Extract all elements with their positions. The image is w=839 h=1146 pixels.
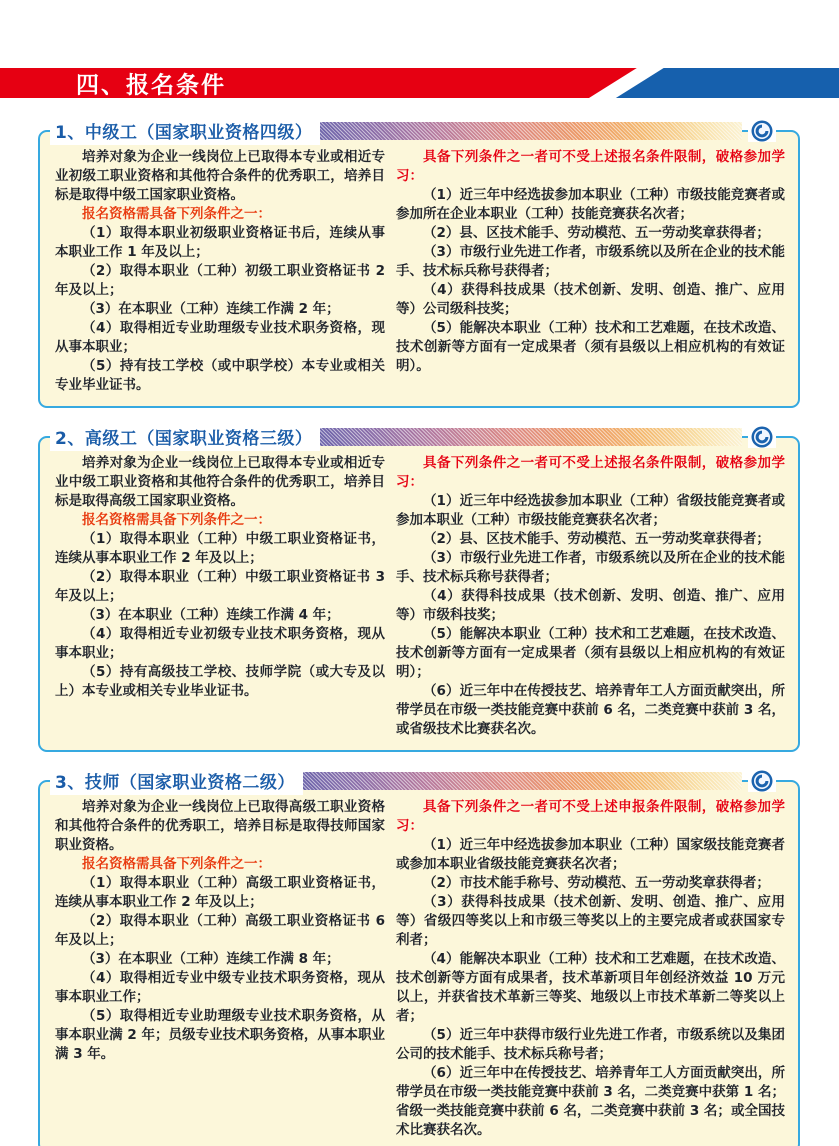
condition-item: （3）在本职业（工种）连续工作满 2 年； <box>82 301 340 317</box>
requirement-heading: 报名资格需具备下列条件之一： <box>82 856 271 872</box>
condition-item: （3）市级行业先进工作者，市级系统以及所在企业的技术能手、技术标兵称号获得者； <box>396 244 785 279</box>
requirement-heading: 报名资格需具备下列条件之一： <box>82 512 271 528</box>
exemption-list <box>396 836 785 1140</box>
condition-item: （2）县、区技术能手、劳动模范、五一劳动奖章获得者； <box>423 225 770 241</box>
exemption-heading: 具备下列条件之一者可不受上述报名条件限制，破格参加学习： <box>396 455 785 490</box>
condition-item: （1）近三年中经选拔参加本职业（工种）市级技能竞赛者或参加所在企业本职业（工种）技能竞赛获名次者； <box>396 187 785 222</box>
section-intermediate-worker <box>38 118 800 408</box>
section-header <box>38 118 800 144</box>
left-column <box>55 148 385 395</box>
condition-item: （3）获得科技成果（技术创新、发明、创造、推广、应用等）省级四等奖以上和市级三等奖以上的主要完成者或获国家专利者； <box>396 894 785 948</box>
condition-item: （1）取得本职业初级职业资格证书后，连续从事本职业工作 1 年及以上； <box>55 225 385 260</box>
requirement-heading: 报名资格需具备下列条件之一： <box>82 206 271 222</box>
condition-item: （4）取得相近专业助理级专业技术职务资格，现从事本职业； <box>55 320 385 355</box>
condition-item: （1）近三年中经选拔参加本职业（工种）省级技能竞赛者或参加本职业（工种）市级技能竞赛获名次者； <box>396 493 785 528</box>
condition-item: （5）能解决本职业（工种）技术和工艺难题，在技术改造、技术创新等方面有一定成果者（须有县级以上相应机构的有效证明）。 <box>396 320 785 374</box>
condition-item: （5）能解决本职业（工种）技术和工艺难题，在技术改造、技术创新等方面有一定成果者（须有县级以上相应机构的有效证明）； <box>396 626 785 680</box>
gradient-stripe <box>303 772 742 790</box>
condition-item: （6）近三年中在传授技艺、培养青年工人方面贡献突出，所带学员在市级一类技能竞赛中获前 3 名，二类竞赛中获第 1 名；省级一类技能竞赛中获前 6 名，二类竞赛中获前 3 名；或全国技术比赛获名次。 <box>396 1065 785 1138</box>
condition-item: （4）获得科技成果（技术创新、发明、创造、推广、应用等）公司级科技奖； <box>396 282 785 317</box>
condition-item: （5）近三年中获得市级行业先进工作者，市级系统以及集团公司的技术能手、技术标兵称号者； <box>396 1027 785 1062</box>
intro-paragraph: 培养对象为企业一线岗位上已取得本专业或相近专业初级工职业资格和其他符合条件的优秀职工，培养目标是取得中级工国家职业资格。 <box>55 149 385 203</box>
condition-item: （3）在本职业（工种）连续工作满 8 年； <box>82 951 340 967</box>
condition-item: （2）取得本职业（工种）初级工职业资格证书 2 年及以上； <box>55 263 385 298</box>
condition-item: （4）取得相近专业中级专业技术职务资格，现从事本职业工作； <box>55 970 385 1005</box>
condition-item: （1）取得本职业（工种）高级工职业资格证书，连续从事本职业工作 2 年及以上； <box>55 875 385 910</box>
intro-paragraph: 培养对象为企业一线岗位上已取得本专业或相近专业中级工职业资格和其他符合条件的优秀职工，培养目标是取得高级工国家职业资格。 <box>55 455 385 509</box>
emblem-icon <box>748 770 776 792</box>
section-senior-worker <box>38 424 800 752</box>
right-column <box>396 798 785 1140</box>
condition-item: （2）取得本职业（工种）中级工职业资格证书 3 年及以上； <box>55 569 385 604</box>
requirement-list <box>55 530 385 701</box>
condition-item: （6）近三年中在传授技艺、培养青年工人方面贡献突出，所带学员在市级一类技能竞赛中获前 6 名，二类竞赛中获前 3 名，或省级技术比赛获名次。 <box>396 683 785 737</box>
condition-item: （2）取得本职业（工种）高级工职业资格证书 6 年及以上； <box>55 913 385 948</box>
requirement-list <box>55 874 385 1064</box>
condition-item: （5）持有技工学校（或中职学校）本专业或相关专业毕业证书。 <box>55 358 385 393</box>
condition-item: （2）市技术能手称号、劳动模范、五一劳动奖章获得者； <box>423 875 770 891</box>
section-banner <box>0 68 839 98</box>
gradient-stripe <box>320 122 742 140</box>
section-header <box>38 424 800 450</box>
condition-item: （4）取得相近专业初级专业技术职务资格，现从事本职业； <box>55 626 385 661</box>
condition-item: （4）获得科技成果（技术创新、发明、创造、推广、应用等）市级科技奖； <box>396 588 785 623</box>
right-column <box>396 148 785 395</box>
condition-item: （3）市级行业先进工作者，市级系统以及所在企业的技术能手、技术标兵称号获得者； <box>396 550 785 585</box>
exemption-list <box>396 492 785 739</box>
exemption-heading: 具备下列条件之一者可不受上述申报条件限制，破格参加学习： <box>396 799 785 834</box>
gradient-stripe <box>320 428 742 446</box>
emblem-icon <box>748 120 776 142</box>
section-title: 2、高级工（国家职业资格三级） <box>50 424 320 451</box>
section-panel <box>38 780 800 1146</box>
exemption-heading: 具备下列条件之一者可不受上述报名条件限制，破格参加学习： <box>396 149 785 184</box>
condition-item: （1）取得本职业（工种）中级工职业资格证书，连续从事本职业工作 2 年及以上； <box>55 531 385 566</box>
condition-item: （2）县、区技术能手、劳动模范、五一劳动奖章获得者； <box>423 531 770 547</box>
right-column <box>396 454 785 739</box>
section-panel <box>38 130 800 408</box>
condition-item: （5）取得相近专业助理级专业技术职务资格，从事本职业满 2 年；员级专业技术职务资格，从事本职业满 3 年。 <box>55 1008 385 1062</box>
condition-item: （1）近三年中经选拔参加本职业（工种）国家级技能竞赛者或参加本职业省级技能竞赛获名次者； <box>396 837 785 872</box>
section-header <box>38 768 800 794</box>
requirement-list <box>55 224 385 395</box>
section-title: 1、中级工（国家职业资格四级） <box>50 118 320 145</box>
section-technician <box>38 768 800 1146</box>
section-panel <box>38 436 800 752</box>
section-title: 3、技师（国家职业资格二级） <box>50 768 303 795</box>
page-title: 四、报名条件 <box>76 72 226 99</box>
left-column <box>55 454 385 739</box>
condition-item: （3）在本职业（工种）连续工作满 4 年； <box>82 607 340 623</box>
intro-paragraph: 培养对象为企业一线岗位上已取得高级工职业资格和其他符合条件的优秀职工，培养目标是取得技师国家职业资格。 <box>55 799 385 853</box>
left-column <box>55 798 385 1140</box>
condition-item: （4）能解决本职业（工种）技术和工艺难题，在技术改造、技术创新等方面有成果者，技术革新项目年创经济效益 10 万元以上，并获省技术革新三等奖、地级以上市技术革新二等奖以上者； <box>396 951 785 1024</box>
exemption-list <box>396 186 785 376</box>
emblem-icon <box>748 426 776 448</box>
condition-item: （5）持有高级技工学校、技师学院（或大专及以上）本专业或相关专业毕业证书。 <box>55 664 385 699</box>
